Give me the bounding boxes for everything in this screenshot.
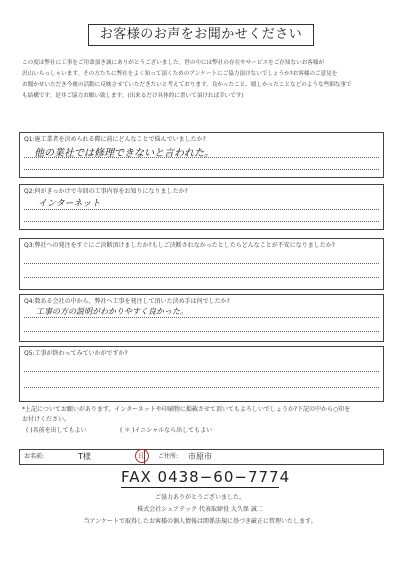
survey-title: お客様のお声をお聞かせください xyxy=(88,24,314,46)
fax-underline xyxy=(121,487,279,488)
question-1-answer: 他の業社では修理できないと言われた。 xyxy=(34,148,214,159)
question-2-box xyxy=(19,184,384,230)
answer-line xyxy=(24,317,379,318)
question-1-box xyxy=(19,132,384,178)
name-label: お名前: xyxy=(24,453,45,460)
question-4-box xyxy=(19,294,384,342)
question-4-label: Q4:数ある会社の中から、弊社へ工事を発注して頂いた決め手は何でしたか? xyxy=(24,298,230,305)
intro-line: も結構です。是非ご協力お願い致します。(出来るだけ具体的に書いて頂ければ幸いです) xyxy=(22,93,244,99)
answer-line xyxy=(24,277,379,278)
name-value: T様 xyxy=(78,452,91,461)
question-5-box xyxy=(19,346,384,402)
question-2-answer: インターネット xyxy=(38,199,101,209)
answer-line xyxy=(24,371,379,372)
name-address-row xyxy=(19,449,384,465)
answer-line xyxy=(24,387,379,388)
answer-line xyxy=(24,209,379,210)
answer-line xyxy=(24,169,379,170)
intro-line: この度は弊社に工事をご用命頂き誠にありがとうございました。世の中には弊社の存在やサービスをご存知ないお客様が xyxy=(22,60,325,66)
question-2-label: Q2:何がきっかけで今回の工事内容をお知りになりましたか? xyxy=(24,188,188,195)
permission-note: *上記についてお願いがあります。インターネットや印刷物に掲載させて頂いてもよろしいでしょうか?下記の中から○印を xyxy=(22,406,351,413)
intro-line: お聞かせいただき今後の活動に反映させていただきたいと考えております。良かったこと、嬉しかったことなどのような些細な事で xyxy=(22,82,352,88)
answer-line xyxy=(24,263,379,264)
privacy-text: 当アンケートで取得したお客様の個人情報は関係法規に基づき厳正に管理いたします。 xyxy=(83,518,317,525)
answer-line xyxy=(24,221,379,222)
question-5-label: Q5:工事が終わってみていかがですか? xyxy=(24,350,128,357)
seal-stamp-icon: 印 xyxy=(135,449,149,463)
question-1-label: Q1:施工業者を決められる際に前にどんなことで悩んでいましたか? xyxy=(24,136,206,143)
intro-line: 沢山いらっしゃいます。その方たちに弊社をよく知って頂くためのアンケートにご協力頂けないでしょうか?お客様のご意見を xyxy=(22,71,338,77)
address-label: ご住所: xyxy=(158,453,179,460)
option-initials[interactable]: ( ＊ )イニシャルなら出してもよい xyxy=(120,427,213,434)
company-text: 株式会社シェアテック 代表取締役 大久保 誠二 xyxy=(137,506,263,513)
answer-line xyxy=(24,331,379,332)
question-3-box xyxy=(19,238,384,290)
fax-number: FAX 0438−60−7774 xyxy=(121,468,291,486)
question-3-label: Q3:弊社への発注をすぐにご決断頂けましたか?もしご決断されなかったとしたらどんなことが不安になりましたか? xyxy=(24,242,335,249)
address-value: 市原市 xyxy=(188,452,212,461)
intro-text xyxy=(22,58,382,102)
question-4-answer: 工事の方の説明がわかりやすく良かった。 xyxy=(36,307,188,316)
option-full-name[interactable]: ( )名前を出してもよい xyxy=(26,427,87,434)
permission-note-sub: お付けください。 xyxy=(22,416,71,423)
thanks-text: ご協力ありがとうございました。 xyxy=(154,494,245,501)
